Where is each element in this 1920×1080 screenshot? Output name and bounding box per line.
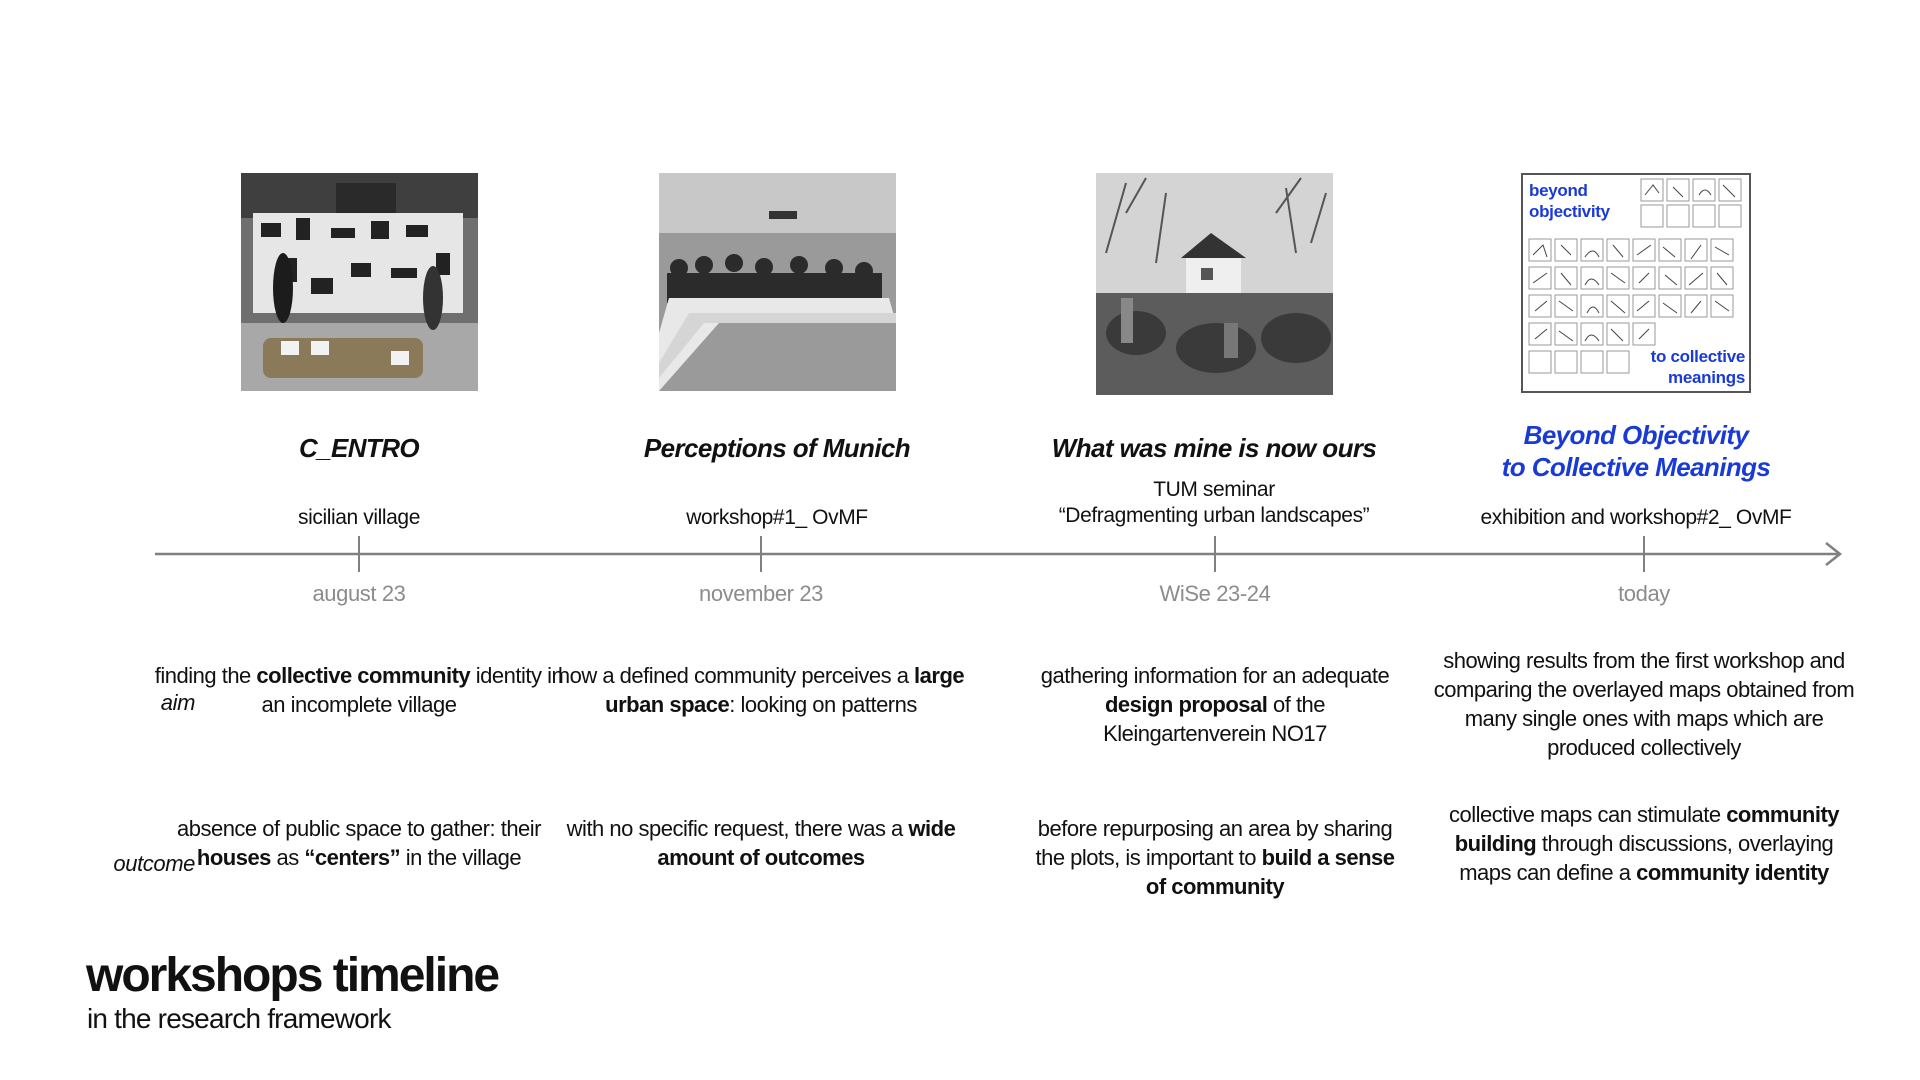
poster-top-line2: objectivity: [1529, 202, 1610, 221]
title-centro: C_ENTRO: [298, 433, 420, 463]
row-label-aim: aim: [160, 690, 195, 715]
aim-centro-bold: collective community: [256, 663, 471, 688]
outcome-centro-bold-2: “centers”: [304, 845, 401, 870]
aim-munich-text-2: : looking on patterns: [729, 692, 917, 717]
outcome-centro-text-3: in the village: [400, 845, 522, 870]
outcome-beyond-bold-1: community building: [1454, 802, 1840, 856]
outcome-what-text-1: before repurposing an area by sharing the plots, is important to: [1035, 816, 1393, 870]
title-beyond-line1: Beyond Objectivity: [1523, 420, 1749, 450]
aim-centro-text-1: finding the: [154, 663, 257, 688]
outcome-what-bold: build a sense of community: [1145, 845, 1395, 899]
outcome-centro-bold-1: houses: [196, 845, 271, 870]
date-wise-23-24: WiSe 23-24: [1159, 581, 1271, 606]
outcome-perceptions-munich: [551, 814, 971, 872]
outcome-munich-text-1: with no specific request, there was a: [566, 816, 909, 841]
outcome-centro: [149, 814, 569, 872]
outcome-beyond-objectivity: [1444, 800, 1844, 887]
subtitle-perceptions-munich: workshop#1_ OvMF: [686, 506, 868, 529]
outcome-centro-text-2: as: [270, 845, 305, 870]
poster-bottom-line2: meanings: [1668, 368, 1745, 387]
outcome-beyond-bold-2: community identity: [1636, 860, 1829, 885]
page-title: workshops timeline: [86, 949, 499, 1002]
subtitle-beyond-objectivity: exhibition and workshop#2_ OvMF: [1480, 506, 1792, 529]
poster-bottom-line1: to collective: [1650, 347, 1745, 366]
date-august-23: august 23: [312, 581, 406, 606]
aim-centro: [149, 661, 569, 719]
page-subtitle: in the research framework: [87, 1003, 391, 1034]
title-beyond-line2: to Collective Meanings: [1501, 452, 1771, 482]
aim-what-text-1: gathering information for an adequate: [1040, 663, 1390, 688]
subtitle-centro: sicilian village: [298, 506, 420, 529]
poster-top-line1: beyond: [1529, 181, 1588, 200]
aim-what-text-2: of the Kleingartenverein NO17: [1103, 692, 1327, 746]
row-label-outcome: outcome: [113, 851, 195, 876]
outcome-centro-text-1: absence of public space to gather: their: [176, 816, 542, 841]
outcome-what-was-mine: [1030, 814, 1400, 901]
date-today: today: [1618, 581, 1670, 606]
aim-what-was-mine: [1030, 661, 1400, 748]
aim-munich-bold: large urban space: [605, 663, 965, 717]
date-november-23: november 23: [698, 581, 823, 606]
title-what-was-mine: What was mine is now ours: [1051, 433, 1377, 463]
outcome-munich-bold: wide amount of outcomes: [657, 816, 956, 870]
subtitle-what-line1: TUM seminar: [1153, 478, 1275, 501]
aim-centro-text-2: identity in an incomplete village: [261, 663, 564, 717]
outcome-beyond-text-2: through discussions, overlaying maps can define a: [1459, 831, 1834, 885]
aim-beyond-objectivity: showing results from the first workshop and comparing the overlayed maps obtained from many single ones with maps which are produced collectively: [1433, 648, 1855, 760]
aim-perceptions-munich: [551, 661, 971, 719]
subtitle-what-line2: “Defragmenting urban landscapes”: [1058, 504, 1370, 527]
aim-what-bold: design proposal: [1104, 692, 1268, 717]
outcome-beyond-text-1: collective maps can stimulate: [1448, 802, 1727, 827]
title-perceptions-munich: Perceptions of Munich: [643, 433, 911, 463]
aim-munich-text-1: how a defined community perceives a: [557, 663, 915, 688]
